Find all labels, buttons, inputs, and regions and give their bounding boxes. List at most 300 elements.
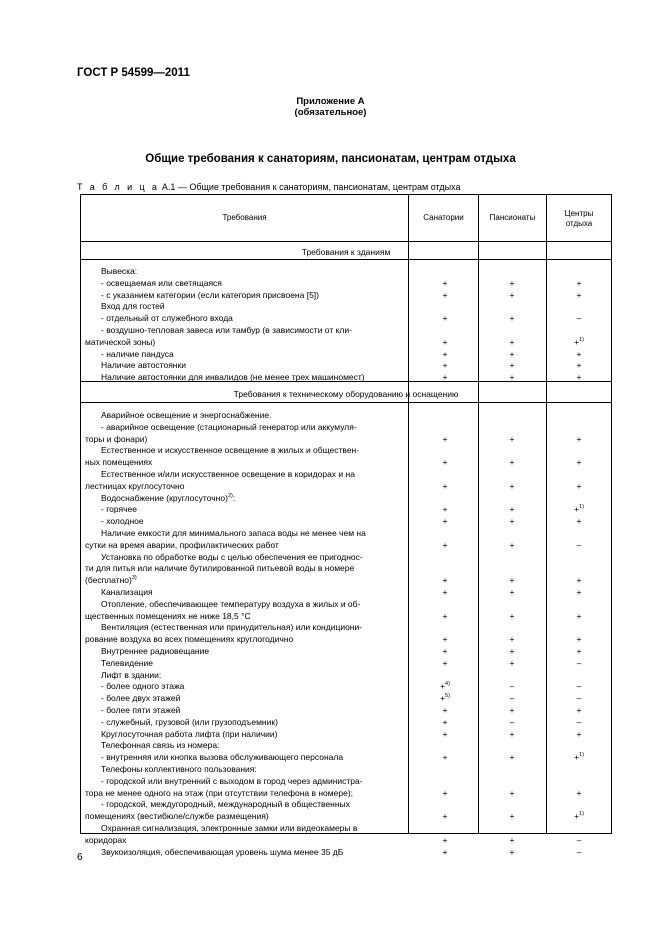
table-row xyxy=(81,835,611,846)
table-row xyxy=(81,752,611,763)
requirement-text xyxy=(81,445,429,456)
requirement-text-tail: : xyxy=(232,492,236,503)
requirement-text-main: - служебный, грузовой (или грузоподъемник) xyxy=(101,716,278,727)
table-row xyxy=(81,337,611,348)
mark-value: + xyxy=(442,575,448,586)
requirement-text-main: лестницах круглосуточно xyxy=(85,480,185,491)
mark-value: + xyxy=(576,433,582,444)
mark-cell xyxy=(564,372,594,383)
mark-value: + xyxy=(509,313,515,324)
mark-value: + xyxy=(509,360,515,371)
mark-value: – xyxy=(576,846,582,857)
table-row xyxy=(81,410,611,421)
requirement-text-main: - городской или внутренний с выходом в город через администра- xyxy=(101,775,363,786)
requirement-text xyxy=(81,788,413,799)
requirement-text-main: сутки на время аварии, профилактических работ xyxy=(85,539,279,550)
mark-cell xyxy=(497,587,527,598)
requirement-text-main: Внутреннее радиовещание xyxy=(101,646,210,656)
mark-value: + xyxy=(509,504,515,515)
header-divider xyxy=(81,241,611,242)
mark-cell xyxy=(564,337,594,348)
mark-cell xyxy=(430,540,460,551)
requirement-text-main: Телефоны коллективного пользования: xyxy=(101,764,257,774)
footnote-ref: 4) xyxy=(445,681,450,688)
requirement-text xyxy=(81,575,413,586)
mark-value: + xyxy=(576,360,582,371)
table-row xyxy=(81,622,611,633)
mark-cell xyxy=(564,717,594,728)
table-row xyxy=(81,528,611,539)
mark-cell xyxy=(497,788,527,799)
mark-cell xyxy=(430,457,460,468)
mark-cell xyxy=(497,705,527,716)
table-row xyxy=(81,434,611,445)
mark-cell xyxy=(430,611,460,622)
requirement-text-main: - с указанием категории (если категория присвоена [5]) xyxy=(101,289,319,300)
mark-value: + xyxy=(574,811,580,822)
requirement-text xyxy=(81,422,429,433)
mark-value: + xyxy=(509,705,515,715)
mark-value: + xyxy=(574,752,580,763)
mark-cell xyxy=(564,646,594,657)
header-recreation-line2: отдыха xyxy=(565,219,593,228)
header-sanatoriums: Санатории xyxy=(423,213,464,222)
mark-cell xyxy=(497,516,527,527)
mark-cell xyxy=(497,752,527,763)
mark-cell xyxy=(430,717,460,728)
requirement-text xyxy=(81,622,429,633)
requirement-text xyxy=(81,504,429,515)
requirement-text-main: торы и фонари) xyxy=(85,433,148,444)
table-row xyxy=(81,349,611,360)
requirement-text-main: Наличие автостоянки для инвалидов (не менее трех машиномест) xyxy=(101,372,365,383)
table-row xyxy=(81,481,611,492)
mark-cell xyxy=(430,481,460,492)
mark-value: + xyxy=(442,539,448,550)
table-row xyxy=(81,681,611,692)
requirement-text xyxy=(81,717,429,728)
mark-cell xyxy=(564,575,594,586)
table-row xyxy=(81,540,611,551)
requirement-text xyxy=(81,493,429,504)
requirement-text-main: Круглосуточная работа лифта (при наличии) xyxy=(101,728,278,739)
requirement-text xyxy=(81,290,429,301)
mark-value: + xyxy=(576,457,582,468)
requirement-text-main: Водоснабжение (круглосуточно) xyxy=(101,492,228,503)
header-recreation-line1: Центры xyxy=(564,209,594,218)
requirement-text xyxy=(81,372,429,383)
mark-cell xyxy=(497,717,527,728)
footnote-ref: 3) xyxy=(131,575,137,582)
requirement-text xyxy=(81,835,413,846)
mark-value: + xyxy=(509,457,515,468)
table-row xyxy=(81,504,611,515)
table-row xyxy=(81,764,611,775)
mark-value: + xyxy=(442,657,448,668)
requirement-text-main: - аварийное освещение (стационарный генератор или аккумуля- xyxy=(101,421,357,432)
mark-cell xyxy=(430,360,460,371)
mark-cell xyxy=(430,587,460,598)
requirement-text xyxy=(81,457,413,468)
mark-value: + xyxy=(442,289,448,300)
requirement-text xyxy=(81,681,429,692)
mark-cell xyxy=(564,349,594,360)
mark-value: + xyxy=(509,811,515,822)
requirement-text xyxy=(81,764,429,775)
mark-value: + xyxy=(442,587,448,597)
requirement-text-main: - более одного этажа xyxy=(101,681,185,692)
main-title: Общие требования к санаториям, пансионатам, центрам отдыха xyxy=(145,153,516,165)
mark-value: – xyxy=(576,693,582,704)
requirement-text-main: Наличие автостоянки xyxy=(101,360,186,371)
requirement-text-main: Звукоизоляция, обеспечивающая уровень шума менее 35 дБ xyxy=(101,846,344,857)
mark-cell xyxy=(497,693,527,704)
mark-value: + xyxy=(509,846,515,857)
mark-value: + xyxy=(509,610,515,621)
table-row xyxy=(81,611,611,622)
requirement-text xyxy=(81,729,429,740)
requirement-text-main: - горячее xyxy=(101,504,137,515)
mark-value: + xyxy=(509,516,515,527)
requirement-text-main: Лифт в здании: xyxy=(101,669,162,680)
mark-cell xyxy=(430,290,460,301)
mark-cell xyxy=(564,290,594,301)
mark-cell xyxy=(430,434,460,445)
requirement-text xyxy=(81,266,429,277)
requirement-text xyxy=(81,670,429,681)
mark-value: + xyxy=(442,787,448,798)
table-row xyxy=(81,360,611,371)
mark-value: – xyxy=(509,681,515,692)
mark-value: + xyxy=(442,728,448,739)
requirement-text-main: Естественное и искусственное освещение в жилых и обществен- xyxy=(101,445,360,456)
mark-cell xyxy=(564,278,594,289)
requirement-text xyxy=(81,611,413,622)
requirement-text-main: Телефонная связь из номера: xyxy=(101,740,220,751)
mark-cell xyxy=(497,434,527,445)
requirement-text-main: - освещаемая или светящаяся xyxy=(101,277,222,288)
table-row xyxy=(81,422,611,433)
mark-value: + xyxy=(576,646,582,656)
requirement-text xyxy=(81,740,429,751)
requirement-text-main: Установка по обработке воды с целью обеспечения ее пригоднос- xyxy=(101,551,363,562)
mark-value: + xyxy=(576,348,582,359)
mark-cell xyxy=(564,504,594,515)
requirement-text xyxy=(81,646,429,657)
mark-value: + xyxy=(442,811,448,822)
requirement-text xyxy=(81,658,429,669)
mark-value: + xyxy=(576,372,582,383)
table-row xyxy=(81,457,611,468)
mark-value: + xyxy=(576,610,582,621)
mark-cell xyxy=(430,504,460,515)
requirement-text xyxy=(81,349,429,360)
mark-value: – xyxy=(576,716,582,727)
mark-cell xyxy=(497,611,527,622)
mark-cell xyxy=(497,504,527,515)
mark-value: + xyxy=(509,372,515,383)
mark-value: + xyxy=(442,372,448,383)
mark-cell xyxy=(430,693,460,704)
mark-cell xyxy=(564,313,594,324)
mark-value: + xyxy=(442,504,448,515)
requirement-text xyxy=(81,823,429,834)
header-boarding-houses: Пансионаты xyxy=(489,213,536,222)
requirement-text-main: Канализация xyxy=(101,587,153,597)
table-row xyxy=(81,811,611,822)
requirement-text-main: - воздушно-тепловая завеса или тамбур (в зависимости от кли- xyxy=(101,325,352,335)
mark-cell xyxy=(497,835,527,846)
mark-cell xyxy=(430,788,460,799)
mark-cell xyxy=(430,729,460,740)
requirement-text-main: - наличие пандуса xyxy=(101,348,174,359)
requirement-text xyxy=(81,410,429,421)
table-row xyxy=(81,670,611,681)
mark-cell xyxy=(430,337,460,348)
mark-value: + xyxy=(509,728,515,739)
mark-value: + xyxy=(442,834,448,845)
table-row xyxy=(81,552,611,563)
requirement-text xyxy=(81,634,413,645)
mark-value: + xyxy=(574,504,580,515)
requirement-text xyxy=(81,469,429,480)
mark-value: + xyxy=(442,336,448,347)
mark-cell xyxy=(564,457,594,468)
section-divider xyxy=(81,259,611,260)
mark-cell xyxy=(497,457,527,468)
mark-value: + xyxy=(442,348,448,359)
requirement-text-main: - отдельный от служебного входа xyxy=(101,313,233,324)
mark-value: – xyxy=(576,657,582,668)
footnote-ref: 1) xyxy=(579,811,584,818)
appendix-title: Приложение А xyxy=(296,96,365,107)
requirement-text-main: Отопление, обеспечивающее температуру воздуха в жилых и об- xyxy=(101,598,361,609)
mark-cell xyxy=(497,540,527,551)
footnote-ref: 1) xyxy=(579,752,584,759)
mark-cell xyxy=(497,575,527,586)
table-row xyxy=(81,634,611,645)
table-row xyxy=(81,325,611,336)
mark-cell xyxy=(430,752,460,763)
requirement-text-main: Аварийное освещение и энергоснабжение. xyxy=(101,410,272,420)
table-row xyxy=(81,847,611,858)
requirement-text-main: (бесплатно) xyxy=(85,575,132,586)
mark-value: + xyxy=(442,313,448,324)
mark-cell xyxy=(564,360,594,371)
table-caption-text: А.1 — Общие требования к санаториям, пансионатам, центрам отдыха xyxy=(161,182,461,192)
mark-cell xyxy=(430,811,460,822)
table-row xyxy=(81,776,611,787)
requirement-text-main: - внутренняя или кнопка вызова обслуживающего персонала xyxy=(101,752,344,763)
mark-value: + xyxy=(440,693,446,704)
mark-cell xyxy=(497,681,527,692)
requirement-text xyxy=(81,847,429,858)
mark-value: + xyxy=(442,752,448,763)
requirement-text-main: - более двух этажей xyxy=(101,693,181,704)
mark-value: + xyxy=(442,480,448,491)
requirement-text-main: коридорах xyxy=(85,834,127,845)
mark-value: + xyxy=(442,705,448,715)
mark-cell xyxy=(430,313,460,324)
table-row xyxy=(81,799,611,810)
mark-cell xyxy=(497,729,527,740)
mark-cell xyxy=(564,835,594,846)
requirements-table xyxy=(80,194,612,857)
requirement-text xyxy=(81,599,429,610)
mark-value: + xyxy=(576,705,582,715)
requirement-text xyxy=(81,811,413,822)
requirement-text-main: ных помещениях xyxy=(85,457,153,468)
mark-cell xyxy=(564,705,594,716)
section-divider xyxy=(81,402,611,403)
mark-value: + xyxy=(509,752,515,763)
requirement-text xyxy=(81,301,429,312)
mark-cell xyxy=(430,349,460,360)
mark-cell xyxy=(497,337,527,348)
mark-value: + xyxy=(440,681,446,692)
appendix-heading xyxy=(0,96,661,118)
mark-cell xyxy=(497,811,527,822)
mark-value: + xyxy=(576,634,582,645)
table-row xyxy=(81,823,611,834)
mark-cell xyxy=(497,360,527,371)
requirement-text-main: рование воздуха во всех помещениях круглогодично xyxy=(85,634,294,645)
requirement-text xyxy=(81,752,429,763)
mark-cell xyxy=(430,634,460,645)
table-row xyxy=(81,516,611,527)
mark-value: + xyxy=(576,575,582,586)
mark-value: + xyxy=(576,277,582,288)
mark-value: + xyxy=(574,336,580,347)
mark-cell xyxy=(430,658,460,669)
header-requirements: Требования xyxy=(222,213,267,222)
requirement-text-main: Телевидение xyxy=(101,657,153,668)
mark-value: + xyxy=(509,277,515,288)
requirement-text-main: ти для питья или наличие бутилированной питьевой воды в номере xyxy=(85,563,355,574)
requirement-text xyxy=(81,540,413,551)
table-row xyxy=(81,469,611,480)
requirement-text-main: Естественное и/или искусственное освещение в коридорах и на xyxy=(101,469,355,479)
mark-cell xyxy=(564,729,594,740)
mark-cell xyxy=(564,658,594,669)
mark-cell xyxy=(564,434,594,445)
requirement-text xyxy=(81,693,429,704)
footnote-ref: 1) xyxy=(579,336,584,343)
mark-cell xyxy=(564,481,594,492)
requirement-text xyxy=(81,360,429,371)
table-row xyxy=(81,278,611,289)
mark-value: + xyxy=(509,646,515,656)
mark-value: – xyxy=(509,716,515,727)
mark-value: + xyxy=(509,657,515,668)
mark-value: + xyxy=(509,787,515,798)
mark-cell xyxy=(564,587,594,598)
requirement-text xyxy=(81,337,413,348)
requirement-text xyxy=(81,278,429,289)
mark-cell xyxy=(497,634,527,645)
table-row xyxy=(81,646,611,657)
requirement-text-main: Наличие емкости для минимального запаса воды не менее чем на xyxy=(101,528,366,538)
table-row xyxy=(81,717,611,728)
requirement-text xyxy=(81,313,429,324)
table-row xyxy=(81,729,611,740)
table-row xyxy=(81,599,611,610)
table-row xyxy=(81,266,611,277)
mark-value: + xyxy=(442,716,448,727)
mark-value: + xyxy=(576,480,582,491)
mark-cell xyxy=(430,372,460,383)
requirement-text-main: - городской, междугородный, международный в общественных xyxy=(101,799,350,810)
requirement-text-main: Вывеска: xyxy=(101,266,138,276)
mark-cell xyxy=(430,835,460,846)
requirement-text xyxy=(81,563,413,574)
mark-cell xyxy=(497,646,527,657)
table-row xyxy=(81,705,611,716)
mark-value: + xyxy=(576,587,582,597)
mark-cell xyxy=(497,290,527,301)
mark-value: – xyxy=(576,834,582,845)
mark-cell xyxy=(564,516,594,527)
mark-cell xyxy=(564,811,594,822)
table-row xyxy=(81,372,611,383)
mark-value: + xyxy=(509,348,515,359)
appendix-note: (обязательное) xyxy=(294,107,367,118)
mark-value: – xyxy=(576,313,582,324)
requirement-text-main: - холодное xyxy=(101,516,144,527)
mark-value: + xyxy=(442,846,448,857)
table-row xyxy=(81,587,611,598)
mark-cell xyxy=(497,278,527,289)
mark-cell xyxy=(497,847,527,858)
requirement-text-main: Вентиляция (естественная или принудительная) или кондициони- xyxy=(101,622,363,633)
table-caption xyxy=(77,182,461,192)
mark-value: + xyxy=(442,516,448,527)
mark-value: + xyxy=(576,787,582,798)
mark-cell xyxy=(564,540,594,551)
table-row xyxy=(81,445,611,456)
mark-value: + xyxy=(509,336,515,347)
requirement-text xyxy=(81,705,429,716)
mark-value: + xyxy=(509,834,515,845)
requirement-text-main: Охранная сигнализация, электронные замки или видеокамеры в xyxy=(101,823,358,833)
mark-cell xyxy=(430,575,460,586)
mark-cell xyxy=(497,372,527,383)
page-number: 6 xyxy=(77,852,83,863)
mark-cell xyxy=(497,313,527,324)
table-row xyxy=(81,290,611,301)
footnote-ref: 2) xyxy=(227,492,233,499)
table-row xyxy=(81,740,611,751)
mark-value: + xyxy=(442,634,448,645)
footnote-ref: 5) xyxy=(445,693,450,700)
mark-value: + xyxy=(509,634,515,645)
mark-value: + xyxy=(442,360,448,371)
section-title: Требования к зданиям xyxy=(301,247,391,257)
mark-cell xyxy=(430,705,460,716)
mark-value: + xyxy=(442,457,448,468)
mark-cell xyxy=(497,349,527,360)
requirement-text xyxy=(81,325,429,336)
requirement-text xyxy=(81,528,429,539)
mark-cell xyxy=(564,634,594,645)
requirement-text-main: - более пяти этажей xyxy=(101,705,181,715)
table-row xyxy=(81,693,611,704)
requirement-text xyxy=(81,516,429,527)
mark-value: + xyxy=(576,289,582,300)
requirement-text xyxy=(81,587,429,598)
mark-value: + xyxy=(442,277,448,288)
table-word: Т а б л и ц а xyxy=(77,182,160,192)
